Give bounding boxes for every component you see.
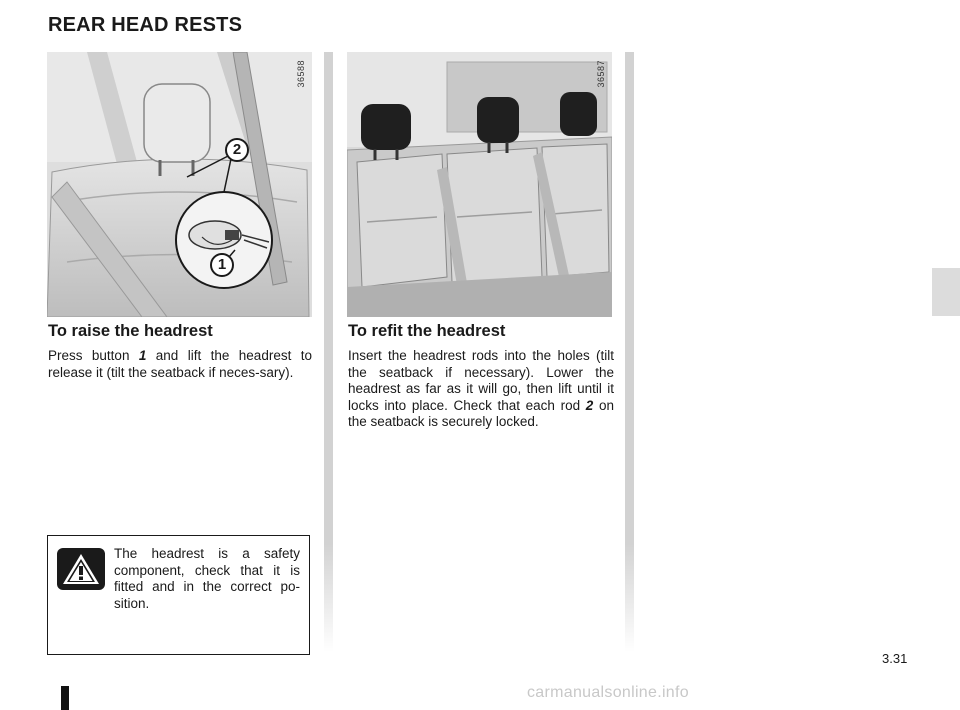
safety-warning-text: The headrest is a safety component, check that it is fitted and in the correct po-sition. <box>114 546 300 611</box>
refit-headrest-instructions: Insert the headrest rods into the holes (tilt the seatback if necessary). Lower the headrest as far as it will go, then lift until it locks into place. Check that each rod 2 on the seatback is securely locked. <box>348 348 614 430</box>
callout-1-label: 1 <box>217 256 227 273</box>
page-title: REAR HEAD RESTS <box>48 14 243 36</box>
column-divider <box>324 52 333 652</box>
raise-headrest-instructions: Press button 1 and lift the headrest to release it (tilt the seatback if neces-sary). <box>48 348 312 380</box>
bench-with-headrests-drawing <box>347 52 612 317</box>
callout-1 <box>210 253 234 277</box>
column-divider <box>625 52 634 652</box>
figure-code: 36588 <box>296 60 306 88</box>
safety-warning-box <box>47 535 310 655</box>
warning-triangle-icon <box>57 548 105 590</box>
refit-headrest-heading: To refit the headrest <box>348 322 506 340</box>
page-number: 3.31 <box>882 651 908 666</box>
callout-2-label: 2 <box>232 141 242 158</box>
section-side-tab <box>932 268 960 316</box>
watermark: carmanualsonline.info <box>527 684 689 701</box>
headrest-release-illustration <box>47 52 312 317</box>
button-1-reference: 1 <box>138 348 147 363</box>
rod-2-reference: 2 <box>585 397 594 413</box>
raise-headrest-heading: To raise the headrest <box>48 322 213 340</box>
callout-2 <box>225 138 249 162</box>
seat-with-headrest-drawing <box>47 52 312 317</box>
figure-code: 36587 <box>596 60 606 88</box>
three-seat-bench-illustration <box>347 52 612 317</box>
corner-mark <box>61 686 69 710</box>
